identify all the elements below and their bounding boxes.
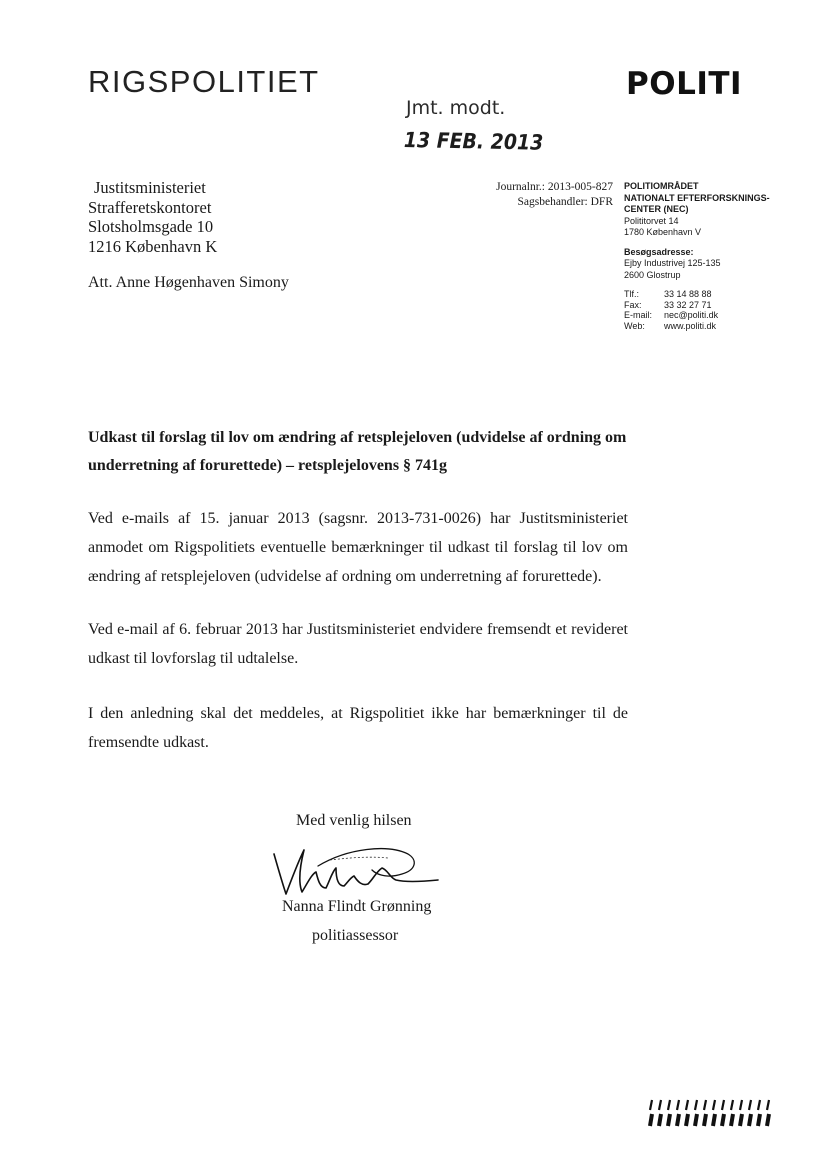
contact-value: www.politi.dk — [664, 320, 717, 331]
contact-row — [624, 310, 718, 321]
contact-value: 33 32 27 71 — [664, 299, 712, 310]
received-stamp-date: 13 FEB. 2013 — [403, 128, 544, 155]
recipient-line: Justitsministeriet — [94, 178, 206, 197]
sender-unit-line: CENTER (NEC) — [624, 204, 689, 214]
contact-value: 33 14 88 88 — [664, 289, 712, 299]
contact-label: Fax: — [624, 299, 642, 310]
recipient-line: Slotsholmsgade 10 — [88, 217, 214, 236]
contact-row — [624, 321, 718, 332]
recipient-line: Strafferetskontoret — [88, 197, 212, 217]
contact-label: Tlf.: — [624, 289, 639, 299]
recipient-line: 1216 København K — [88, 236, 218, 256]
signer-title: politiassessor — [312, 927, 399, 944]
sender-unit-line: NATIONALT EFTERFORSKNINGS- — [624, 192, 770, 203]
closing-phrase: Med venlig hilsen — [296, 812, 412, 829]
received-stamp-label: Jmt. modt. — [406, 97, 506, 119]
body-paragraph: I den anledning skal det meddeles, at Rigspolitiet ikke har bemærkninger til de fremsendte udkast. — [88, 705, 628, 751]
signer-name: Nanna Flindt Grønning — [282, 898, 432, 915]
politi-logo: POLITI — [626, 66, 743, 102]
contact-label: Web: — [624, 320, 645, 331]
visit-address-line: 2600 Glostrup — [624, 269, 681, 280]
body-paragraph: Ved e-mails af 15. januar 2013 (sagsnr. 2013-731-0026) har Justitsministeriet anmodet om Rigspolitiets eventuelle bemærkninger til udkast til forslag til lov om ændring af retsplejeloven (udvidelse af ordning om underretning af forurettede). — [88, 510, 628, 585]
contact-label: E-mail: — [624, 310, 653, 320]
handwritten-signature — [268, 838, 448, 900]
journal-number: Journalnr.: 2013-005-827 — [496, 181, 613, 193]
visit-address-heading: Besøgsadresse: — [624, 246, 694, 257]
contact-table — [624, 289, 718, 331]
contact-row — [624, 289, 718, 300]
organization-name: RIGSPOLITIET — [88, 64, 320, 99]
sender-unit-line: POLITIOMRÅDET — [624, 181, 699, 191]
sender-address-line: Polititorvet 14 — [624, 215, 679, 226]
barcode-mark — [648, 1098, 778, 1128]
case-reference — [470, 180, 613, 210]
contact-value: nec@politi.dk — [664, 310, 719, 320]
sender-address-line: 1780 København V — [624, 227, 702, 237]
body-paragraph: Ved e-mail af 6. februar 2013 har Justitsministeriet endvidere fremsendt et revideret udkast til lovforslag til udtalelse. — [88, 621, 628, 667]
sender-address-block — [624, 181, 770, 331]
visit-address-line: Ejby Industrivej 125-135 — [624, 258, 721, 268]
recipient-address — [88, 178, 217, 256]
contact-row — [624, 300, 718, 311]
attention-line: Att. Anne Høgenhaven Simony — [88, 274, 289, 291]
letter-subject: Udkast til forslag til lov om ændring af retsplejeloven (udvidelse af ordning om underretning af forurettede) – retsplejelovens § 741g — [88, 429, 627, 474]
case-handler: Sagsbehandler: DFR — [517, 196, 613, 208]
